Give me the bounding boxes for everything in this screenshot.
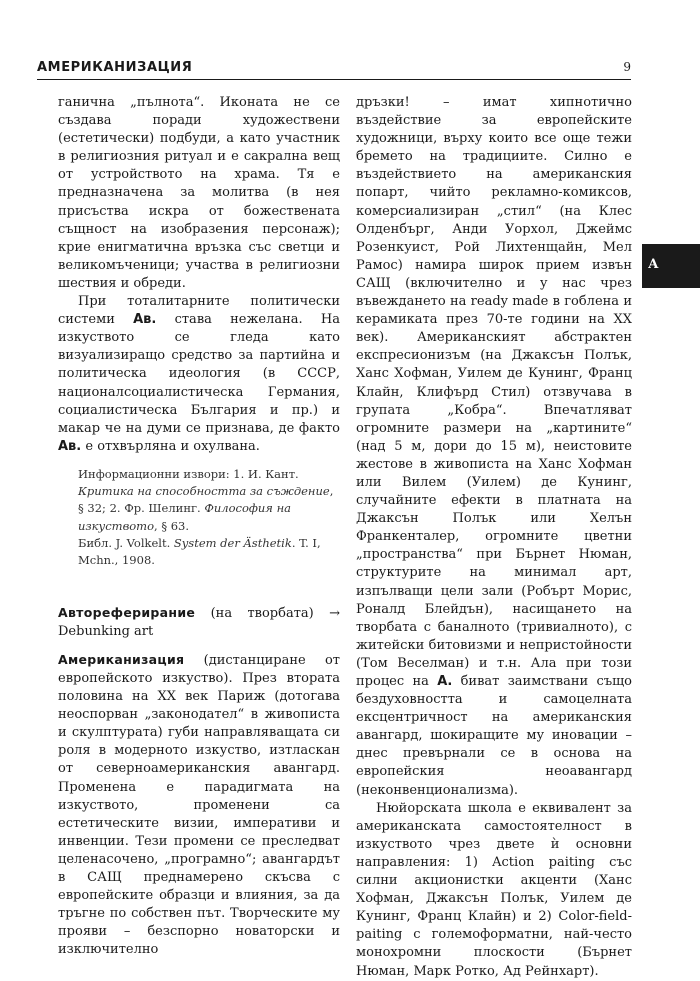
abbrev-term: А. — [437, 674, 453, 689]
paragraph-continuation: дръзки! – имат хипнотично въздействие за европейските художници, върху които все още тежи бремето на традициите. Силно е въздействието на американския попарт, чийто рекламно-комиксов, комерсиализиран „стил“ (на Клес Олденбърг, Анди Уорхол, Джеймс Розенкуист, Рой Лихтенщайн, Мел Рамос) намира широк прием извън САЩ (включително и у нас чрез въвеждането на ready made в гоблена и керамиката през 70-те години на XX век). Американският абстрактен експресионизъм (на Джаксън Полък, Ханс Хофман, Уилем де Кунинг, Франц Клайн, Клифърд Стил) отзвучава в групата „Кобра“. Впечатляват огромните размери на „картините“ (над 5 м, дори до 15 м), неистовите жестове в живописта на Ханс Хофман или Вилем (Уилем) де Кунинг, случайните ефекти в платната на Джаксън Полък или Хелън Франкенталер, огромните цветни „пространства“ при Бърнет Нюман, структурите на минимал арт, изпълващи цели зали (Робърт Морис, Роналд Блейдън), насищането на творбата с баналното (тривиалното), с житейски битовизми и непристойности (Том Веселман) и т.н. Ала при този процес на А. биват заимствани също бездуховността и самоцелната ексцентричност на американския авангард, шокиращите му иновации – днес превърнали се в основа на европейския неоавангард (неконвенционализма). — [356, 95, 633, 798]
entry-autoreferirane: Автореферирание (на творбата) → Debunking art — [58, 604, 340, 639]
paragraph-icon-continuation: ганична „пълнота“. Иконата не се създава поради художествени (естетически) подбуди, а като участник в религиозния ритуал и е сакрална вещ от устройството на храма. Тя е предназначена за молитва (в нея присъства искра от божествената същност на изобразения персонаж); крие енигматична връзка със светци и великомъченици; участва в религиозни шествия и обреди. — [58, 95, 340, 291]
entry-headword: Американизация — [58, 651, 185, 667]
spacer — [58, 456, 340, 466]
page-number: 9 — [623, 60, 631, 74]
spacer — [58, 570, 340, 604]
paragraph-totalitarian: При тоталитарните политически системи Ав. става нежелана. На изкуството се гледа като визуализиращо средство за партийна и политическа идеология (в СССР, националсоциалистическа Германия, социалистическа България и пр.) и макар че на думи се признава, де факто Ав. е отхвърляна и охулвана. — [58, 294, 340, 454]
running-header-title: АМЕРИКАНИЗАЦИЯ — [37, 60, 193, 75]
header-rule — [37, 79, 631, 80]
abbrev-term: Ав. — [58, 438, 82, 454]
sources-note: Информационни извори: 1. И. Кант. Критика на способността за съждение, § 32; 2. Фр. Шелинг. Философия на изкуството, § 63. — [78, 466, 334, 533]
bibliography-note: Библ. J. Volkelt. System der Ästhetik. T. I, Mchn., 1908. — [78, 536, 321, 568]
left-column — [58, 94, 340, 959]
entry-amerikanizatsiya: Американизация (дистанциране от европейското изкуство). През втората половина на XX век Париж (дотогава неоспорван „законодател“ в живописта и скулптурата) губи направляващата си роля в модерното изкуство, изтласкан от северноамериканския авангард. Променена е парадигмата на изкуството, променени са естетическите визии, императиви и инвенции. Тези промени се преследват целенасочено, „програмно“; авангардът в САЩ преднамерено скъсва с европейските образци и влияния, за да тръгне по собствен път. Творческите му прояви – безспорно новаторски и изключително — [58, 651, 340, 958]
paragraph-new-york-school: Нюйорската школа е еквивалент за американската самостоятелност в изкуството чрез двете ѝ основни направления: 1) Action paiting със силни акционистки акценти (Ханс Хофман, Джаксън Полък, Уилем де Кунинг, Франц Клайн) и 2) Color-field-paiting с големоформатни, най-често монохромни плоскости (Бърнет Нюман, Марк Ротко, Ад Рейнхарт). — [356, 800, 632, 979]
spacer — [58, 641, 340, 651]
letter-index-tab-label: А — [648, 257, 659, 272]
entry-headword: Автореферирание — [58, 604, 196, 620]
running-header — [37, 58, 631, 80]
abbrev-term: Ав. — [133, 312, 157, 328]
right-column — [356, 94, 632, 981]
letter-index-tab — [642, 244, 700, 288]
